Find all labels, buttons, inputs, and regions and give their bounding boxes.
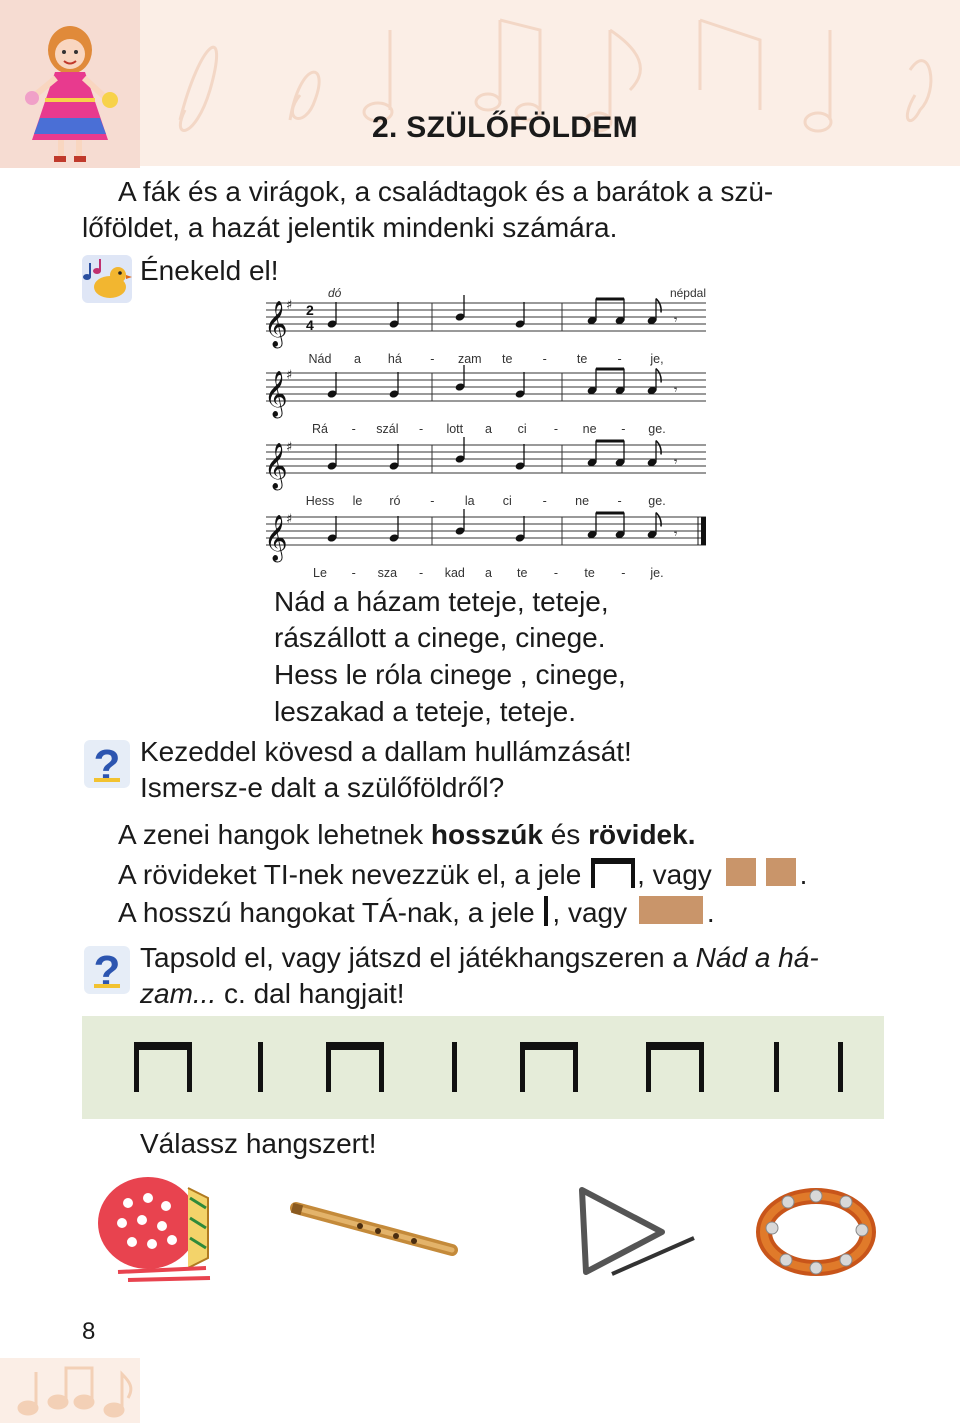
music-notes-bottom-icon: [0, 1358, 140, 1423]
score-source-label: népdal: [669, 286, 706, 300]
svg-text:?: ?: [93, 947, 121, 994]
score-syllable: szál: [376, 422, 399, 436]
theory-line-3-end: .: [706, 897, 715, 928]
task-line-2: [140, 976, 405, 1012]
tambourine-icon[interactable]: [756, 1184, 876, 1285]
score-syllable: ne: [582, 422, 597, 436]
task-line-2-text: c. dal hangjait!: [216, 978, 405, 1009]
score-syllable: ci: [502, 494, 512, 508]
singing-bird-icon: [82, 255, 132, 308]
ta-stem: [774, 1042, 779, 1092]
corner-decoration-bottom: [0, 1358, 140, 1423]
eighth-rest-icon: 𝄾: [674, 313, 678, 328]
ta-symbol-icon: [542, 894, 552, 935]
score-syllable: te: [584, 566, 595, 580]
note-beam: [596, 298, 624, 301]
theory-line-1-mid: és: [542, 819, 589, 850]
score-syllable: la: [464, 494, 475, 508]
theory-long-word: hosszúk: [430, 819, 543, 850]
note-beam: [596, 368, 624, 371]
ti-ti-beam: [134, 1042, 192, 1050]
score-syllable: -: [419, 566, 424, 580]
task-line-1-text: Tapsold el, vagy játszd el játékhangszeren a: [140, 942, 696, 973]
treble-clef-icon: 𝄞: [264, 515, 288, 561]
theory-line-1-text: A zenei hangok lehetnek: [118, 819, 431, 850]
lyric-line-3: Hess le róla cinege , cinege,: [274, 659, 626, 690]
theory-line-2-mid: , vagy: [637, 859, 720, 890]
score-syllable: Rá: [312, 422, 328, 436]
ti-ti-stem: [699, 1042, 704, 1092]
rhythm-notation: [82, 1016, 884, 1119]
score-syllable: le: [352, 494, 363, 508]
treble-clef-icon: 𝄞: [264, 443, 288, 489]
lyric-line-1: Nád a házam teteje, teteje,: [274, 586, 609, 617]
flute-icon[interactable]: [290, 1198, 460, 1265]
score-syllable: -: [351, 566, 356, 580]
score-syllable: -: [430, 352, 435, 366]
treble-clef-icon: 𝄞: [264, 371, 288, 417]
score-syllable: lott: [446, 422, 464, 436]
score-syllable: -: [617, 352, 622, 366]
ti-ti-stem: [134, 1042, 139, 1092]
score-syllable: há: [387, 352, 402, 366]
ta-stem: [452, 1042, 457, 1092]
score-syllable: je.: [650, 566, 664, 580]
svg-text:?: ?: [93, 741, 121, 788]
score-syllable: a: [485, 566, 492, 580]
score-syllable: Hess: [305, 494, 335, 508]
time-signature-top: 2: [306, 302, 314, 318]
theory-line-1: [118, 817, 695, 853]
score-syllable: ge.: [648, 422, 666, 436]
score-syllable: te: [576, 352, 588, 366]
task-line-1: [140, 940, 819, 976]
ti-ti-symbol-icon: [589, 856, 637, 897]
eighth-rest-icon: 𝄾: [674, 527, 678, 542]
score-syllable: -: [542, 494, 547, 508]
eighth-rest-icon: 𝄾: [674, 383, 678, 398]
music-score-svg: [262, 285, 710, 580]
lyric-line-4: leszakad a teteje, teteje.: [274, 696, 576, 727]
score-syllable: -: [621, 566, 626, 580]
theory-line-3-mid: , vagy: [552, 897, 635, 928]
score-syllable: zam: [457, 352, 482, 366]
score-syllable: je,: [650, 352, 664, 366]
score-syllable: sza: [377, 566, 398, 580]
ti-ti-stem: [326, 1042, 331, 1092]
short-blocks-icon: [720, 858, 800, 897]
question-line-1: Kezeddel kövesd a dallam hullámzását!: [140, 736, 632, 767]
song-title-part-2: zam...: [140, 978, 217, 1009]
page-number: 8: [82, 1318, 96, 1345]
sharp-sign-icon: ♯: [286, 298, 293, 313]
score-syllable: ne: [575, 494, 590, 508]
ti-ti-stem: [520, 1042, 525, 1092]
score-syllable: a: [485, 422, 492, 436]
theory-line-3-text: A hosszú hangokat TÁ-nak, a jele: [118, 897, 543, 928]
score-syllable: te: [502, 352, 513, 366]
score-syllable: Nád: [308, 352, 332, 366]
time-signature-bottom: 4: [306, 317, 314, 333]
intro-line-1: A fák és a virágok, a családtagok és a barátok a szü-: [118, 176, 774, 207]
score-syllable: -: [542, 352, 547, 366]
page-title: 2. SZÜLŐFÖLDEM: [372, 111, 638, 144]
treble-clef-icon: 𝄞: [264, 301, 288, 347]
score-syllable: -: [351, 422, 356, 436]
theory-line-2: [118, 856, 807, 897]
ti-ti-stem: [646, 1042, 651, 1092]
note-beam: [596, 512, 624, 515]
long-block-icon: [635, 896, 707, 935]
score-syllable: -: [617, 494, 622, 508]
score-syllable: -: [621, 422, 626, 436]
score-syllable: a: [353, 352, 361, 366]
question-line-2: Ismersz-e dalt a szülőföldről?: [140, 772, 505, 803]
sharp-sign-icon: ♯: [286, 512, 293, 527]
score-syllable: -: [553, 422, 558, 436]
song-title-part-1: Nád a há-: [695, 942, 819, 973]
ti-ti-beam: [646, 1042, 704, 1050]
ti-ti-beam: [326, 1042, 384, 1050]
theory-line-2-text: A rövideket TI-nek nevezzük el, a jele: [118, 859, 590, 890]
choose-instrument-label: Válassz hangszert!: [140, 1128, 377, 1159]
theory-line-2-end: .: [799, 859, 808, 890]
score-syllable: ró: [389, 494, 401, 508]
ti-ti-stem: [573, 1042, 578, 1092]
music-score: [262, 285, 710, 580]
note-beam: [596, 440, 624, 443]
girl-illustration-icon: [0, 0, 140, 168]
score-syllable: -: [430, 494, 435, 508]
final-bar-thick: [701, 517, 706, 545]
ta-stem: [838, 1042, 843, 1092]
sing-label: Énekeld el!: [140, 255, 279, 286]
theory-short-word: rövidek.: [588, 819, 696, 850]
lyric-line-2: rászállott a cinege, cinege.: [274, 622, 606, 653]
score-syllable: ci: [517, 422, 527, 436]
ta-stem: [258, 1042, 263, 1092]
rhythm-box: [82, 1016, 884, 1119]
score-syllable: -: [419, 422, 424, 436]
score-syllable: kad: [444, 566, 465, 580]
theory-line-3: [118, 894, 715, 935]
sharp-sign-icon: ♯: [286, 440, 293, 455]
ti-ti-stem: [379, 1042, 384, 1092]
intro-line-2: lőföldet, a hazát jelentik mindenki számára.: [82, 212, 618, 243]
corner-decoration-top: [0, 0, 140, 168]
triangle-icon[interactable]: [572, 1184, 700, 1285]
score-syllable: -: [553, 566, 558, 580]
question-mark-icon: [84, 740, 130, 793]
question-mark-icon: [84, 946, 130, 999]
eighth-rest-icon: 𝄾: [674, 455, 678, 470]
score-syllable: te: [516, 566, 528, 580]
score-syllable: Le: [313, 566, 327, 580]
score-key-label: dó: [328, 286, 342, 300]
drum-icon[interactable]: [88, 1168, 218, 1295]
score-syllable: ge.: [648, 494, 666, 508]
sharp-sign-icon: ♯: [286, 368, 293, 383]
ti-ti-beam: [520, 1042, 578, 1050]
ti-ti-stem: [187, 1042, 192, 1092]
